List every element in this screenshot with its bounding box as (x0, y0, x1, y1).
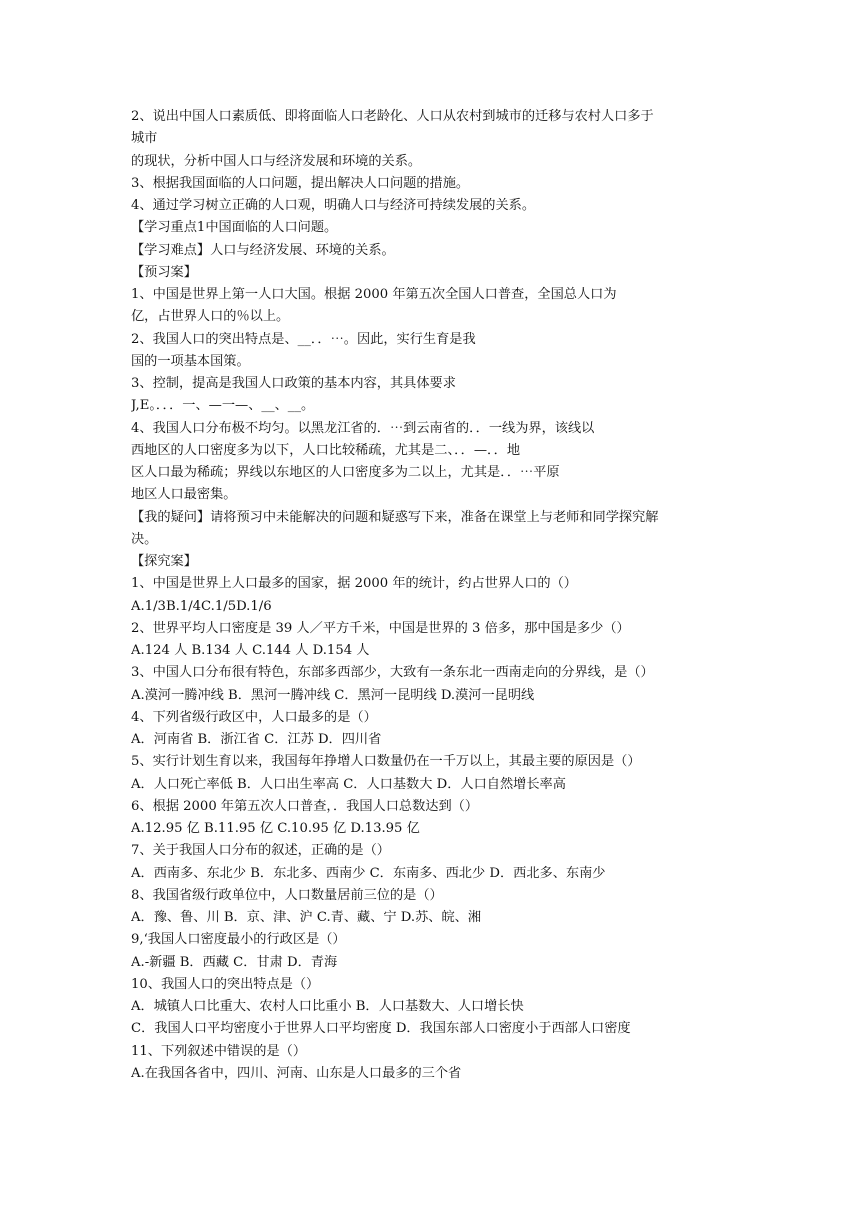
answer-options: A.-新疆 B．西藏 C．甘肃 D．青海 (131, 954, 338, 970)
answer-options: A．豫、鲁、川 B．京、津、沪 C.青、藏、宁 D.苏、皖、湘 (131, 910, 482, 925)
answer-options: A．西南多、东北少 B．东北多、西南少 C．东南多、西北少 D．西北多、东南少 (131, 865, 606, 881)
question-line: 11、下列叙述中错误的是（） (131, 1043, 307, 1059)
answer-options: C．我国人口平均密度小于世界人口平均密度 D．我国东部人口密度小于西部人口密度 (131, 1021, 631, 1037)
text-line: 1、中国是世界上第一人口大国。根据 2000 年第五次全国人口普查，全国总人口为 (131, 287, 617, 302)
text-line: 亿，占世界人口的％以上。 (131, 309, 290, 325)
question-line: 8、我国省级行政单位中，人口数量居前三位的是（） (131, 887, 443, 903)
text-line: 国的一项基本国策。 (131, 353, 250, 369)
question-line: 6、根据 2000 年第五次人口普查，．我国人口总数达到（） (131, 798, 479, 814)
text-line: 决。 (131, 531, 158, 547)
text-line: 城市 (131, 131, 158, 147)
text-line: 2、我国人口的突出特点是、__．．⋯。因此，实行生育是我 (131, 331, 476, 347)
text-line: 4、通过学习树立正确的人口观，明确人口与经济可持续发展的关系。 (131, 198, 536, 213)
section-heading: 【预习案】 (131, 264, 197, 280)
answer-options: A．河南省 B．浙江省 C．江苏 D．四川省 (131, 732, 382, 747)
answer-options: A.在我国各省中，四川、河南、山东是人口最多的三个省 (131, 1065, 462, 1081)
answer-options: A.1/3B.1/4C.1/5D.1/6 (131, 598, 272, 614)
text-line: 西地区的人口密度多为以下，人口比较稀疏，尤其是二、．．—．．地 (131, 442, 521, 458)
answer-options: A.12.95 亿 B.11.95 亿 C.10.95 亿 D.13.95 亿 (131, 821, 420, 836)
text-line: 的现状，分析中国人口与经济发展和环境的关系。 (131, 153, 422, 169)
text-line: J,E。．．．一、—一—、__、__。 (131, 398, 315, 414)
question-line: 4、下列省级行政区中，人口最多的是（） (131, 709, 377, 725)
text-line: 区人口最为稀疏；界线以东地区的人口密度多为二以上，尤其是．．⋯平原 (131, 465, 560, 480)
question-line: 1、中国是世界上人口最多的国家，据 2000 年的统计，约占世界人口的（） (131, 576, 577, 592)
text-line: 2、说出中国人口素质低、即将面临人口老龄化、人口从农村到城市的迁移与农村人口多于 (131, 109, 654, 124)
text-line: 地区人口最密集。 (131, 487, 237, 503)
text-line: 3、控制，提高是我国人口政策的基本内容，其具体要求 (131, 376, 456, 391)
answer-options: A．人口死亡率低 B．人口出生率高 C．人口基数大 D．人口自然增长率高 (131, 776, 566, 792)
section-heading: 【学习难点】人口与经济发展、环境的关系。 (131, 242, 395, 258)
text-line: 4、我国人口分布极不均匀。以黑龙江省的．⋯到云南省的．．一线为界，该线以 (131, 420, 595, 436)
answer-options: A．城镇人口比重大、农村人口比重小 B．人口基数大、人口增长快 (131, 999, 524, 1014)
question-line: 10、我国人口的突出特点是（） (131, 976, 320, 992)
question-line: 9,‘我国人口密度最小的行政区是（） (131, 932, 346, 948)
text-line: 3、根据我国面临的人口问题，提出解决人口问题的措施。 (131, 175, 470, 191)
question-line: 2、世界平均人口密度是 39 人／平方千米，中国是世界的 3 倍多，那中国是多少（） (131, 620, 630, 636)
question-line: 7、关于我国人口分布的叙述，正确的是（） (131, 843, 390, 859)
question-line: 5、实行计划生育以来，我国每年挣增人口数量仍在一千万以上，其最主要的原因是（） (131, 754, 641, 770)
answer-options: A.漠河一腾冲线 B．黑河一腾冲线 C．黑河一昆明线 D.漠河一昆明线 (131, 687, 535, 703)
document-page (131, 106, 731, 1085)
question-line: 3、中国人口分布很有特色，东部多西部少，大致有一条东北一西南走向的分界线，是（） (131, 665, 654, 681)
section-heading: 【探究案】 (131, 554, 197, 569)
answer-options: A.124 人 B.134 人 C.144 人 D.154 人 (131, 643, 370, 658)
section-heading: 【学习重点1中国面临的人口问题。 (131, 220, 338, 236)
section-heading: 【我的疑问】请将预习中未能解决的问题和疑惑写下来，准备在课堂上与老师和同学探究解 (131, 509, 659, 525)
